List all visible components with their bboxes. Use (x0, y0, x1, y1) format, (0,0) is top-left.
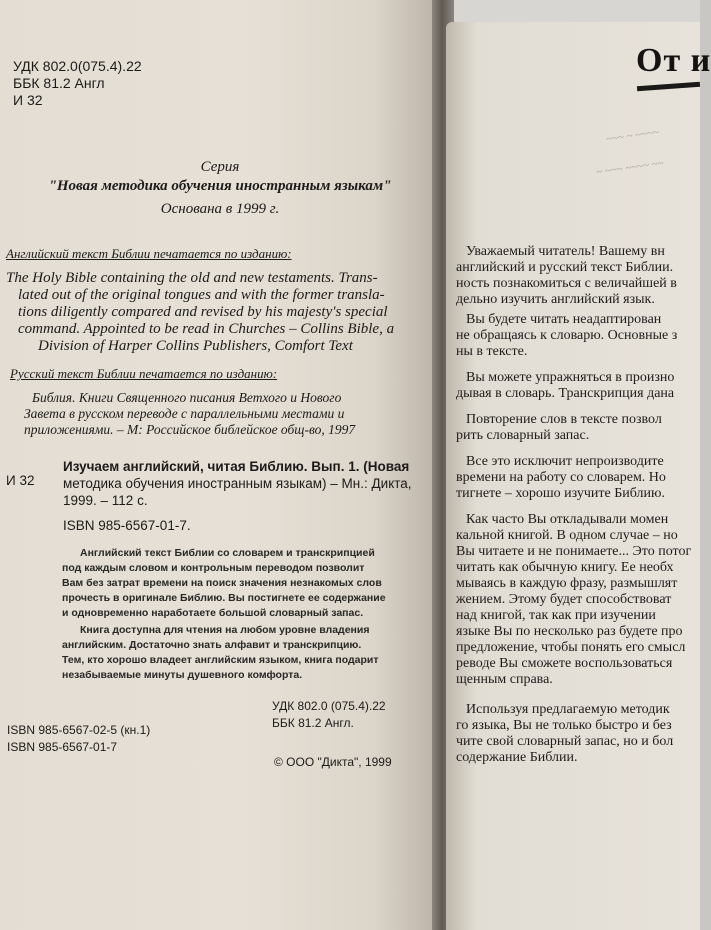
udk-line: УДК 802.0(075.4).22 (13, 58, 142, 74)
paragraph-3: Вы можете упражняться в произно дывая в словарь. Транскрипция дана (456, 370, 675, 401)
paragraph-7: Используя предлагаемую методик го языка, Вы не только быстро и без чите свой словарный запас, но и бол содержание Библии. (456, 702, 674, 765)
catalog-entry: Изучаем английский, читая Библию. Вып. 1. (Новая методика обучения иностранным языкам) – Мн.: Дикта, 1999. – 112 с. (63, 459, 412, 508)
background-strip (440, 0, 700, 22)
paragraph-1: Уважаемый читатель! Вашему вн английский и русский текст Библии. ность познакомиться с величайшей в дельно изучить английский язык. (456, 244, 677, 307)
series-name: "Новая методика обучения иностранным языкам" (48, 178, 392, 194)
paragraph-4: Повторение слов в тексте позвол рить словарный запас. (456, 412, 662, 443)
catalog-isbn: ISBN 985-6567-01-7. (63, 518, 191, 533)
copyright: © ООО "Дикта", 1999 (274, 755, 392, 769)
annotation-block: Английский текст Библии со словарем и транскрипцией под каждым словом и контрольным переводом позволит Вам без затрат времени на поиск значения незнакомых слов прочесть в оригинале Библию. Вы постигнете ее содержание и одновременно наработаете большой словарный запас. Книга доступна для чтения на любом уровне владения английским. Достаточно знать алфавит и транскрипцию. Тем, кто хорошо владеет английским языком, книга подарит незабываемые минуты душевного комфорта. (62, 547, 386, 681)
bbk-line: ББК 81.2 Англ (13, 75, 105, 91)
preface-heading: От и (636, 42, 711, 79)
series-block (0, 158, 440, 219)
catalog-index: И 32 (6, 473, 35, 488)
author-mark-line: И 32 (13, 92, 43, 108)
isbn-bottom: ISBN 985-6567-02-5 (кн.1) ISBN 985-6567-01-7 (7, 723, 151, 754)
english-source-label: Английский текст Библии печатается по изданию: (6, 246, 292, 261)
series-founded: Основана в 1999 г. (160, 201, 280, 217)
udk-block (13, 58, 142, 109)
udk-bottom: УДК 802.0 (075.4).22 ББК 81.2 Англ. (272, 699, 386, 730)
paragraph-6: Как часто Вы откладывали момен кальной книгой. В одном случае – но Вы читаете и не понимаете... Это потог читать как обычную книгу. Ее необх мываясь в каждую фразу, размышлят жением. Этому будет способствоват над книгой, так как при изучении языке Вы по несколько раз будете про предложение, чтобы понять его смысл реводе Вы сможете воспользоваться щенным справа. (456, 512, 692, 687)
series-label: Серия (200, 159, 240, 175)
russian-source-label: Русский текст Библии печатается по изданию: (10, 366, 278, 381)
english-source-text: The Holy Bible containing the old and new testaments. Trans- lated out of the original tongues and with the former transla- tions diligently compared and revised by his majesty's special command. Appointed to be read in Churches – Collins Bible, a Division of Harper Collins Publishers, Comfort Text (6, 270, 395, 354)
right-page: ~~~ ~ ~~~~ ~ ~~~ ~~~~ ~~ Уважаемый читатель! Вашему вн английский и русский текст Библии. ность познакомиться с величайшей в дельно изучить английский язык. Вы будете читать неадаптирован не обращаясь к словарю. Основные з ны в тексте. Вы можете упражняться в произно дывая в словарь. Транскрипция дана Повторение слов в тексте позвол рить словарный запас. Все это исключит непроизводите времени на работу со словарем. Но тигнете – хорошо изучите Библию. Как часто Вы откладывали момен кальной книгой. В одном случае – но Вы читаете и не понимаете... Это потог читать как обычную книгу. Ее необх мываясь в каждую фразу, размышлят жением. Этому будет способствоват над книгой, так как при изучении языке Вы по несколько раз будете про предложение, чтобы понять его смысл реводе Вы сможете воспользоваться щенным справа. Используя предлагаемую методик го языка, Вы не только быстро и без чите свой словарный запас, но и бол содержание Библии. (446, 22, 700, 930)
paragraph-5: Все это исключит непроизводите времени на работу со словарем. Но тигнете – хорошо изучите Библию. (456, 454, 666, 501)
paragraph-2: Вы будете читать неадаптирован не обращаясь к словарю. Основные з ны в тексте. (456, 312, 678, 359)
russian-source-text: Библия. Книги Священного писания Ветхого и Нового Завета в русском переводе с параллельными местами и приложениями. – М: Российское библейское общ-во, 1997 (24, 390, 356, 437)
